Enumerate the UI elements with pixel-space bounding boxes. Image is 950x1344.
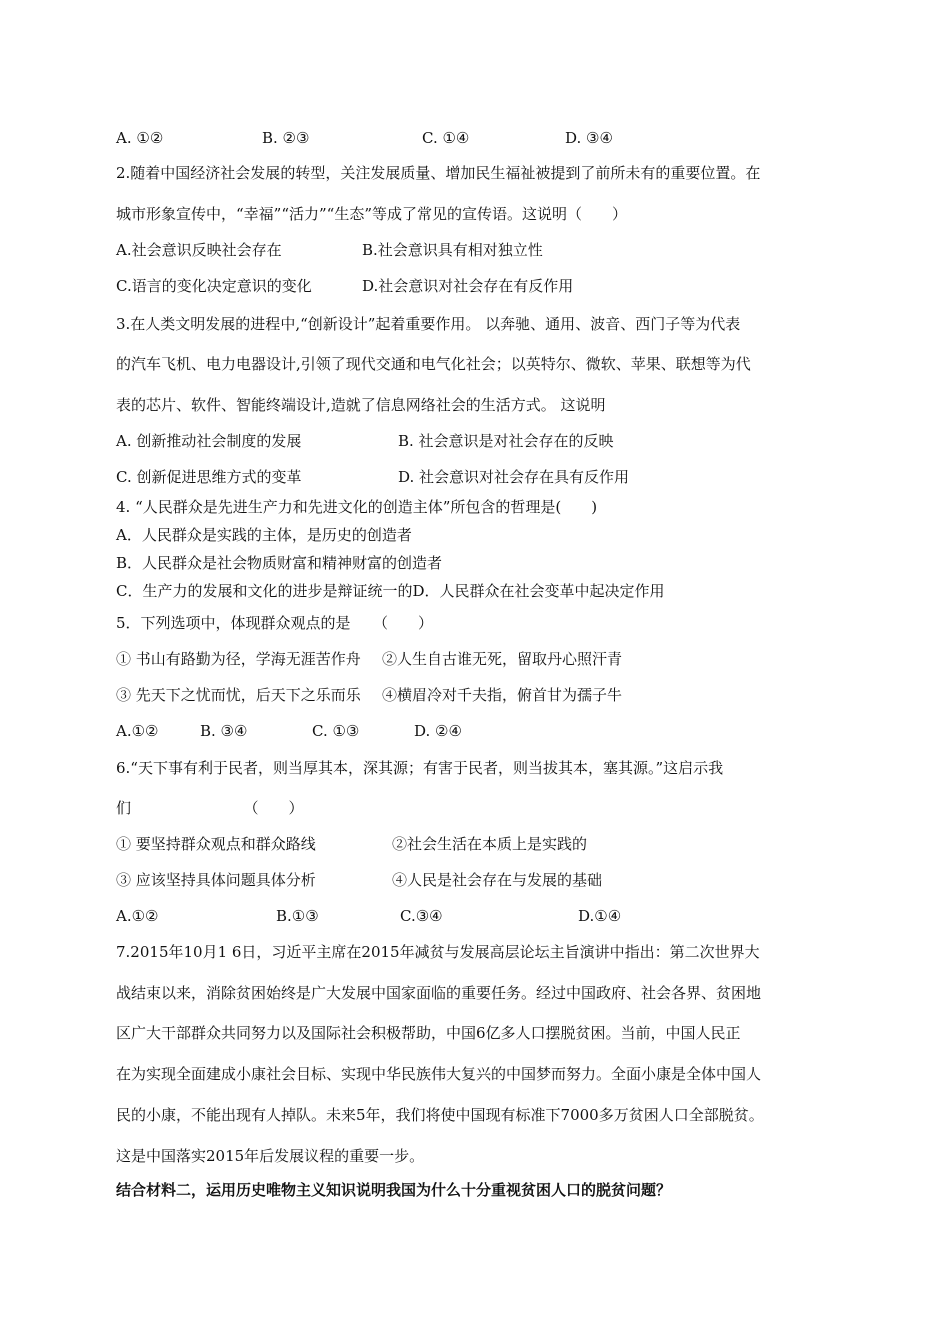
q5-stem: 5．下列选项中，体现群众观点的是 （ ）	[116, 614, 434, 632]
q2-option-b: B.社会意识具有相对独立性	[362, 241, 543, 259]
q1-option-c: C. ①④	[422, 129, 470, 147]
q5-option-c: C. ①③	[312, 722, 360, 740]
q3-option-b: B. 社会意识是对社会存在的反映	[398, 432, 614, 450]
q6-option-d: D.①④	[578, 907, 622, 925]
q1-option-d: D. ③④	[565, 129, 613, 147]
q2-stem-line-2: 城市形象宣传中，“幸福”“活力”“生态”等成了常见的宣传语。这说明（ ）	[116, 205, 628, 223]
q5-item-1: ① 书山有路勤为径，学海无涯苦作舟	[116, 650, 361, 668]
q6-item-4: ④人民是社会存在与发展的基础	[392, 871, 603, 889]
q6-stem-line-1: 6.“天下事有利于民者，则当厚其本，深其源；有害于民者，则当拔其本，塞其源。”这启示我	[116, 759, 724, 777]
q4-option-cd: C．生产力的发展和文化的进步是辩证统一的D．人民群众在社会变革中起决定作用	[116, 582, 665, 600]
q3-stem-line-2: 的汽车飞机、电力电器设计,引领了现代交通和电气化社会；以英特尔、微软、苹果、联想等为代	[116, 355, 751, 373]
q7-material-line-6: 这是中国落实2015年后发展议程的重要一步。	[116, 1147, 425, 1165]
q3-stem-line-1: 3.在人类文明发展的进程中,“创新设计”起着重要作用。 以奔驰、通用、波音、西门子等为代表	[116, 315, 741, 333]
q7-material-line-4: 在为实现全面建成小康社会目标、实现中华民族伟大复兴的中国梦而努力。全面小康是全体中国人	[116, 1065, 762, 1083]
q4-option-b: B．人民群众是社会物质财富和精神财富的创造者	[116, 554, 443, 572]
q4-stem: 4. “人民群众是先进生产力和先进文化的创造主体”所包含的哲理是( )	[116, 498, 598, 516]
q3-option-d: D. 社会意识对社会存在具有反作用	[398, 468, 630, 486]
q6-item-1: ① 要坚持群众观点和群众路线	[116, 835, 316, 853]
q6-option-b: B.①③	[276, 907, 319, 925]
q6-stem-line-2: 们 （ ）	[116, 799, 304, 817]
q6-option-c: C.③④	[400, 907, 443, 925]
q6-item-3: ③ 应该坚持具体问题具体分析	[116, 871, 316, 889]
q6-option-a: A.①②	[116, 907, 159, 925]
q3-stem-line-3: 表的芯片、软件、智能终端设计,造就了信息网络社会的生活方式。 这说明	[116, 396, 606, 414]
q2-option-a: A.社会意识反映社会存在	[116, 241, 282, 259]
q2-stem-line-1: 2.随着中国经济社会发展的转型，关注发展质量、增加民生福祉被提到了前所未有的重要位置。在	[116, 164, 761, 182]
q7-material-line-3: 区广大干部群众共同努力以及国际社会积极帮助，中国6亿多人口摆脱贫困。当前，中国人民正	[116, 1024, 741, 1042]
q4-option-a: A．人民群众是实践的主体，是历史的创造者	[116, 526, 412, 544]
q1-option-b: B. ②③	[262, 129, 310, 147]
q5-item-2: ②人生自古谁无死，留取丹心照汗青	[382, 650, 623, 668]
q5-option-a: A.①②	[116, 722, 159, 740]
q5-option-d: D. ②④	[414, 722, 462, 740]
q5-item-3: ③ 先天下之忧而忧，后天下之乐而乐	[116, 686, 361, 704]
q7-question: 结合材料二，运用历史唯物主义知识说明我国为什么十分重视贫困人口的脱贫问题？	[116, 1181, 672, 1199]
q2-option-c: C.语言的变化决定意识的变化	[116, 277, 312, 295]
q5-item-4: ④横眉冷对千夫指，俯首甘为孺子牛	[382, 686, 623, 704]
q2-option-d: D.社会意识对社会存在有反作用	[362, 277, 574, 295]
q7-material-line-1: 7.2015年10月1 6日，习近平主席在2015年减贫与发展高层论坛主旨演讲中指出：第二次世界大	[116, 943, 760, 961]
q7-material-line-5: 民的小康，不能出现有人掉队。未来5年，我们将使中国现有标准下7000多万贫困人口全部脱贫。	[116, 1106, 764, 1124]
q3-option-a: A. 创新推动社会制度的发展	[116, 432, 302, 450]
q3-option-c: C. 创新促进思维方式的变革	[116, 468, 302, 486]
q6-item-2: ②社会生活在本质上是实践的	[392, 835, 588, 853]
q1-option-a: A. ①②	[116, 129, 164, 147]
q5-option-b: B. ③④	[200, 722, 248, 740]
q7-material-line-2: 战结束以来，消除贫困始终是广大发展中国家面临的重要任务。经过中国政府、社会各界、贫困地	[116, 984, 762, 1002]
